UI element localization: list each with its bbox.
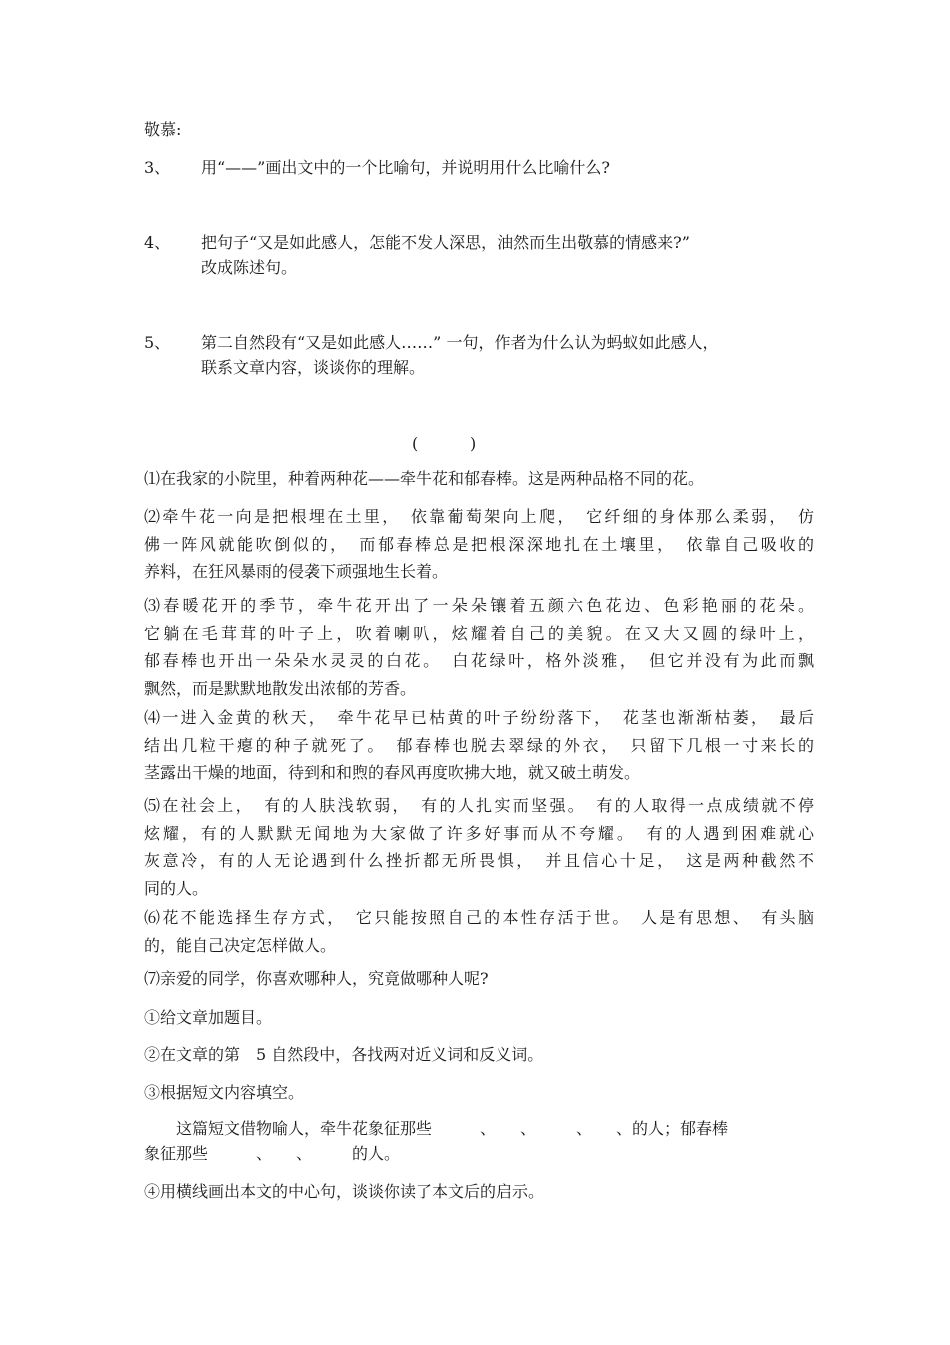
question-3-text: 用“——”画出文中的一个比喻句，并说明用什么比喻什么?: [201, 158, 610, 177]
question-3-number: 3、: [144, 158, 171, 177]
paragraph-line: 郁春棒也开出一朵朵水灵灵的白花。 白花绿叶，格外淡雅， 但它并没有为此而飘: [144, 651, 814, 670]
paragraph-1: [144, 465, 814, 493]
title-paren-left: (: [412, 434, 419, 453]
question-4-text-line2: 改成陈述句。: [201, 258, 298, 277]
question-4-text-line1: 把句子“又是如此感人，怎能不发人深思，油然而生出敬慕的情感来?”: [201, 233, 690, 252]
paragraph-line: ⑸在社会上， 有的人肤浅软弱， 有的人扎实而坚强。 有的人取得一点成绩就不停: [144, 796, 814, 815]
paragraph-line: 结出几粒干瘪的种子就死了。 郁春棒也脱去翠绿的外衣， 只留下几根一寸来长的: [144, 735, 814, 755]
paragraph-3: [144, 592, 814, 702]
fill-blank-line1: 这篇短文借物喻人，牵牛花象征那些 、 、 、 、的人；郁春棒: [144, 1119, 729, 1138]
title-paren-right: ): [470, 434, 477, 453]
question-5-number: 5、: [144, 333, 171, 352]
top-label: 敬慕:: [144, 120, 182, 139]
paragraph-2: [144, 503, 814, 586]
paragraph-line: ⑺亲爱的同学，你喜欢哪种人，究竟做哪种人呢?: [144, 969, 489, 988]
task-4: ④用横线画出本文的中心句，谈谈你读了本文后的启示。: [144, 1182, 545, 1201]
paragraph-line: 茎露出干燥的地面，待到和和煦的春风再度吹拂大地，就又破土萌发。: [144, 763, 641, 782]
paragraph-4: [144, 704, 814, 787]
paragraph-line: 养料，在狂风暴雨的侵袭下顽强地生长着。: [144, 562, 449, 581]
paragraph-5: [144, 792, 814, 902]
question-4-number: 4、: [144, 233, 171, 252]
paragraph-6: [144, 904, 814, 959]
paragraph-line: ⑴在我家的小院里，种着两种花——牵牛花和郁春棒。这是两种品格不同的花。: [144, 469, 705, 488]
paragraph-line: 炫耀，有的人默默无闻地为大家做了许多好事而从不夸耀。 有的人遇到困难就心: [144, 823, 814, 843]
paragraph-line: ⑹花不能选择生存方式， 它只能按照自己的本性存活于世。 人是有思想、 有头脑: [144, 908, 814, 927]
title-blank: [412, 432, 482, 456]
paragraph-line: 灰意冷，有的人无论遇到什么挫折都无所畏惧， 并且信心十足， 这是两种截然不: [144, 851, 814, 870]
task-1: ①给文章加题目。: [144, 1008, 273, 1027]
question-5-text-line2: 联系文章内容，谈谈你的理解。: [201, 358, 426, 377]
paragraph-7: [144, 965, 814, 993]
paragraph-line: 佛一阵风就能吹倒似的， 而郁春棒总是把根深深地扎在土壤里， 依靠自己吸收的: [144, 534, 814, 554]
question-5-text-line1: 第二自然段有“又是如此感人……” 一句，作者为什么认为蚂蚁如此感人，: [201, 333, 719, 352]
paragraph-line: 它躺在毛茸茸的叶子上，吹着喇叭，炫耀着自己的美貌。在又大又圆的绿叶上，: [144, 623, 814, 643]
paragraph-line: ⑷一进入金黄的秋天， 牵牛花早已枯黄的叶子纷纷落下， 花茎也渐渐枯萎， 最后: [144, 708, 814, 727]
paragraph-line: 同的人。: [144, 878, 209, 898]
task-2: ②在文章的第 5 自然段中，各找两对近义词和反义词。: [144, 1045, 544, 1064]
paragraph-line: 飘然，而是默默地散发出浓郁的芳香。: [144, 678, 417, 698]
paragraph-line: ⑶春暖花开的季节，牵牛花开出了一朵朵镶着五颜六色花边、色彩艳丽的花朵。: [144, 596, 814, 615]
paragraph-line: 的，能自己决定怎样做人。: [144, 935, 337, 955]
task-3: ③根据短文内容填空。: [144, 1083, 305, 1102]
fill-blank-line2: 象征那些 、 、 的人。: [144, 1144, 401, 1163]
paragraph-line: ⑵牵牛花一向是把根埋在土里， 依靠葡萄架向上爬， 它纤细的身体那么柔弱， 仿: [144, 507, 814, 526]
